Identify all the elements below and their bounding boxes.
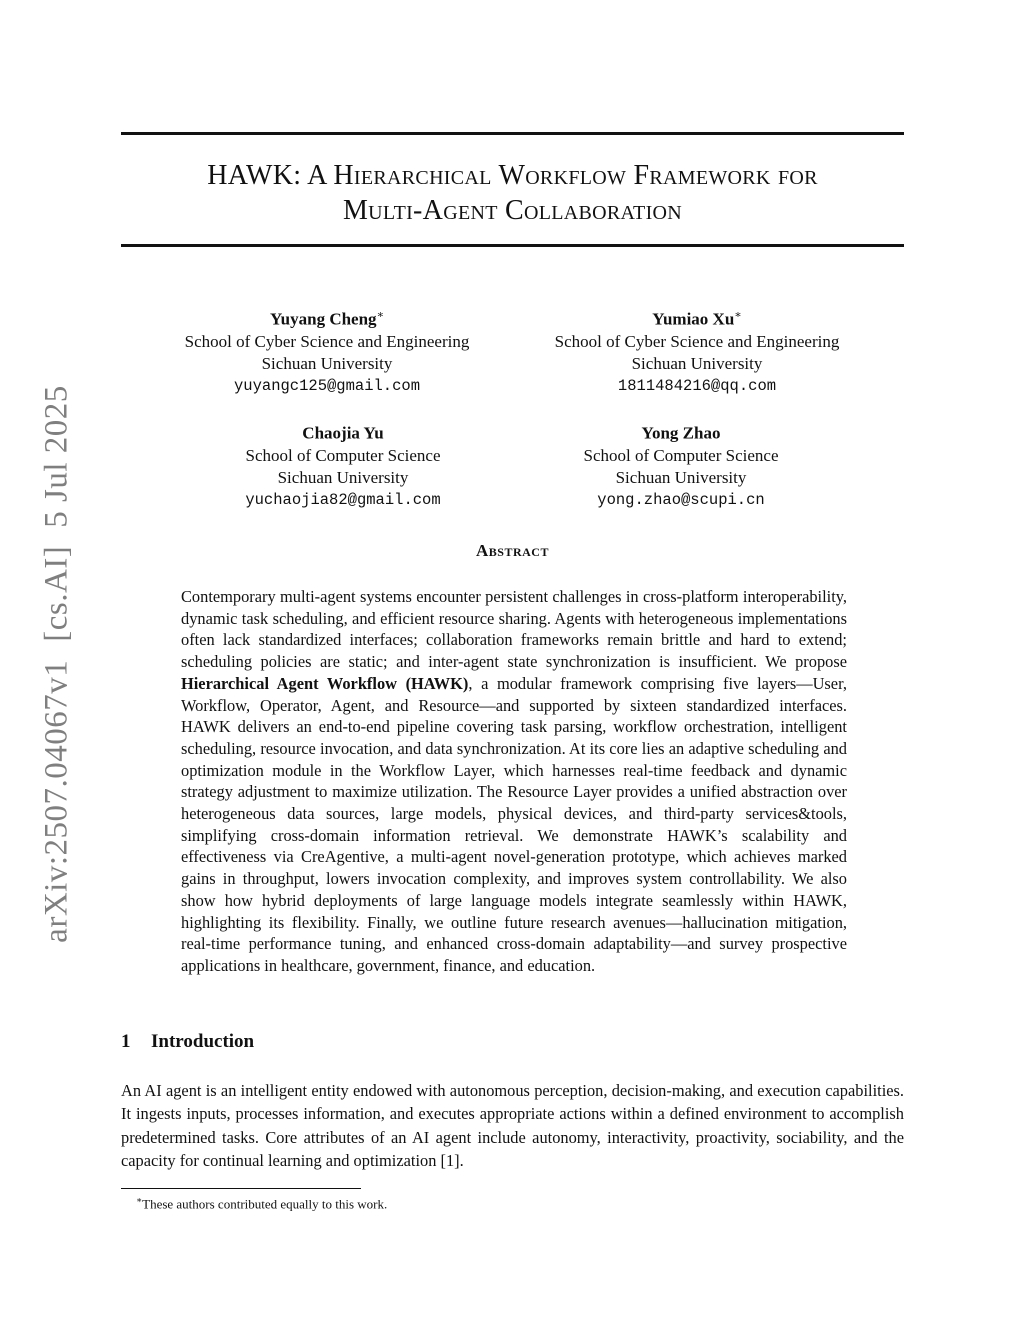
abstract-heading: Abstract [476, 541, 549, 560]
author-institution: Sichuan University [631, 353, 763, 373]
author-email[interactable]: yuchaojia82@gmail.com [245, 490, 441, 509]
arxiv-id: arXiv:2507.04067v1 [38, 659, 75, 943]
author-affiliation: School of Cyber Science and Engineering [184, 331, 470, 351]
author-affiliation: School of Computer Science [583, 445, 779, 465]
title-rule-bottom [121, 244, 904, 247]
author-institution: Sichuan University [615, 467, 747, 487]
abstract-bold-term: Hierarchical Agent Workflow (HAWK) [181, 673, 469, 693]
arxiv-date: 5 Jul 2025 [38, 385, 75, 528]
author-block [157, 304, 497, 397]
title-line-1: HAWK: A Hierarchical Workflow Framework for [207, 160, 818, 191]
arxiv-stamp [39, 385, 76, 943]
author-name: Yong Zhao [641, 423, 721, 443]
author-block [173, 418, 513, 511]
author-email[interactable]: 1811484216@qq.com [617, 376, 777, 395]
title-rule-top [121, 132, 904, 135]
author-email[interactable]: yong.zhao@scupi.cn [597, 490, 765, 509]
section-title: Introduction [151, 1031, 255, 1052]
section-number: 1 [121, 1031, 131, 1052]
author-block [511, 418, 851, 511]
author-block [527, 304, 867, 397]
abstract-body: Contemporary multi-agent systems encounter persistent challenges in cross-platform interoperability, dynamic task scheduling, and efficient resource sharing. Agents with heterogeneous implementations often lack standardized interfaces; collaboration frameworks remain brittle and hard to extend; scheduling policies are static; and inter-agent state synchronization is insufficient. We propose Hierarchical Agent Workflow (HAWK), a modular framework comprising five layers—User, Workflow, Operator, Agent, and Resource—and supported by sixteen standardized interfaces. HAWK delivers an end-to-end pipeline covering task parsing, workflow orchestration, intelligent scheduling, resource invocation, and data synchronization. At its core lies an adaptive scheduling and optimization module in the Workflow Layer, which harnesses real-time feedback and dynamic strategy adjustment to maximize utilization. The Resource Layer provides a unified abstraction over heterogeneous data sources, large models, physical devices, and third-party services&tools, simplifying cross-domain information retrieval. We demonstrate HAWK’s scalability and effectiveness via CreAgentive, a multi-agent novel-generation prototype, which achieves marked gains in throughput, lowers invocation complexity, and improves system controllability. We also show how hybrid deployments of large language models integrate seamlessly within HAWK, highlighting its flexibility. Finally, we outline future research avenues—hallucination mitigation, real-time performance tuning, and enhanced cross-domain adaptability—and survey prospective applications in healthcare, government, finance, and education. [181, 587, 847, 975]
author-affiliation: School of Cyber Science and Engineering [554, 331, 840, 351]
footnote-rule [121, 1188, 361, 1189]
author-name: Chaojia Yu [302, 423, 384, 443]
author-email[interactable]: yuyangc125@gmail.com [233, 376, 421, 395]
intro-paragraph: An AI agent is an intelligent entity endowed with autonomous perception, decision-making, and execution capabilities. It ingests inputs, processes information, and executes appropriate actions within a defined environment to accomplish predetermined tasks. Core attributes of an AI agent include autonomy, interactivity, proactivity, sociability, and the capacity for continual learning and optimization [1]. [121, 1081, 904, 1170]
author-affiliation: School of Computer Science [245, 445, 441, 465]
author-name: Yumiao Xu∗ [652, 309, 742, 329]
paper-title [121, 158, 904, 228]
author-institution: Sichuan University [261, 353, 393, 373]
title-line-2: Multi-Agent Collaboration [342, 195, 683, 226]
footnote: ∗These authors contributed equally to this work. [136, 1195, 388, 1212]
author-institution: Sichuan University [277, 467, 409, 487]
arxiv-category: [cs.AI] [38, 545, 75, 642]
section-heading [121, 1031, 254, 1053]
author-name: Yuyang Cheng∗ [269, 309, 385, 329]
